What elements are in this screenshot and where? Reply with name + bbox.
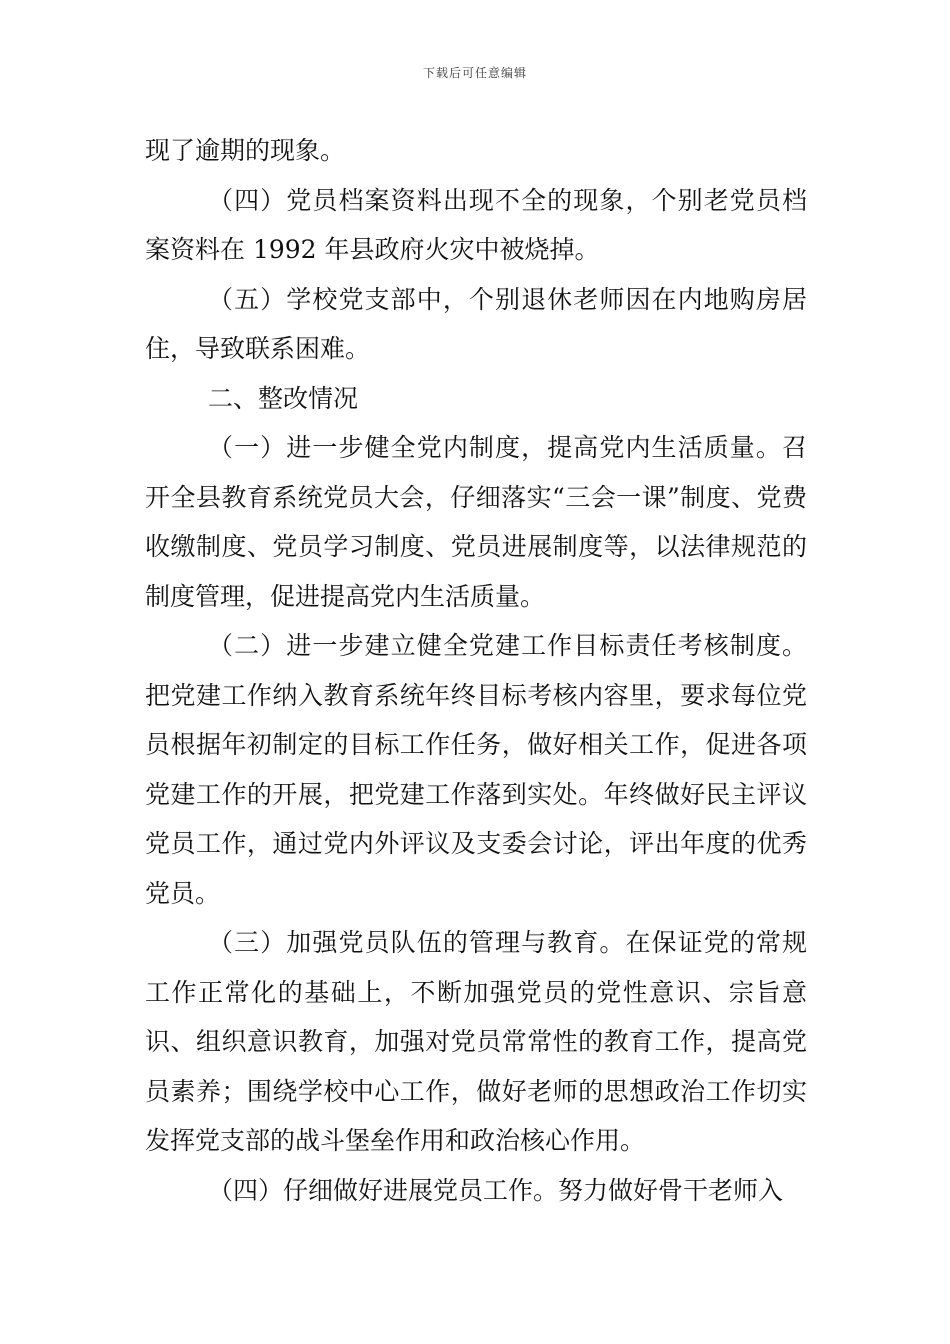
paragraph: 现了逾期的现象。 bbox=[145, 136, 346, 165]
section-heading: 二、整改情况 bbox=[208, 383, 359, 413]
paragraph: （四）仔细做好进展党员工作。努力做好骨干老师入 bbox=[208, 1175, 784, 1205]
paragraph: （三）加强党员队伍的管理与教育。在保证党的常规工作正常化的基础上，不断加强党员的党性意识、宗旨意识、组织意识教育，加强对党员常常性的教育工作，提高党员素养；围绕学校中心工作，做好老师的思想政治工作切实发挥党支部的战斗堡垒作用和政治核心作用。 bbox=[145, 928, 807, 1155]
paragraph: （二）进一步建立健全党建工作目标责任考核制度。把党建工作纳入教育系统年终目标考核内容里，要求每位党员根据年初制定的目标工作任务，做好相关工作，促进各项党建工作的开展，把党建工作落到实处。年终做好民主评议党员工作，通过党内外评议及支委会讨论，评出年度的优秀党员。 bbox=[145, 631, 807, 908]
paragraph: （四）党员档案资料出现不全的现象，个别老党员档案资料在 1992 年县政府火灾中被烧掉。 bbox=[145, 185, 807, 264]
paragraph: （五）学校党支部中，个别退休老师因在内地购房居住，导致联系困难。 bbox=[145, 284, 807, 363]
document-body bbox=[145, 126, 807, 1215]
paragraph: （一）进一步健全党内制度，提高党内生活质量。召开全县教育系统党员大会，仔细落实“三会一课”制度、党费收缴制度、党员学习制度、党员进展制度等，以法律规范的制度管理，促进提高党内生活质量。 bbox=[145, 433, 807, 611]
page-header: 下载后可任意编辑 bbox=[422, 66, 527, 80]
